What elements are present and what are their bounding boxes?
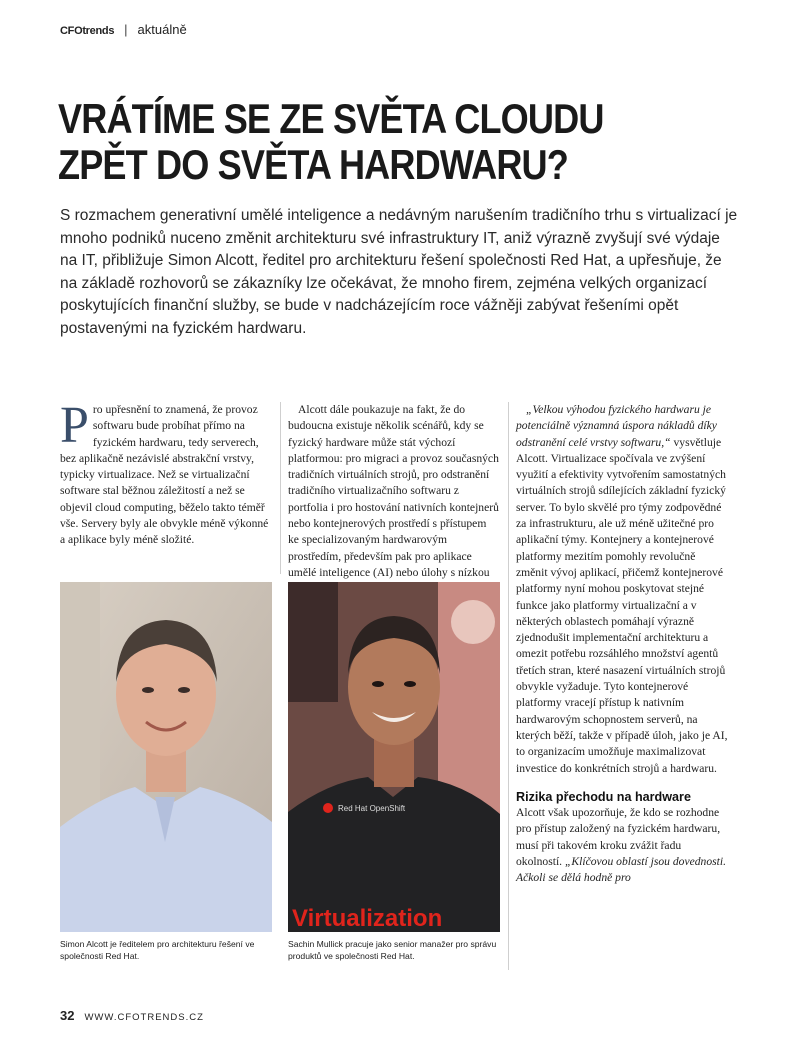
column-3 — [516, 402, 728, 977]
column-3-text-2: Alcott však upozorňuje, že kdo se rozhodne pro přístup založený na fyzickém hardwaru, musí při takovém kroku zvážit řadu okolností. — [516, 806, 721, 869]
page-header — [60, 22, 187, 37]
page-number: 32 — [60, 1008, 75, 1023]
quote-text: „Velkou výhodou fyzického hardwaru je potenciálně významná úspora nákladů díky odstranění celé vrstvy softwaru,“ — [516, 403, 717, 449]
photo-simon-alcott — [60, 582, 272, 932]
article-lead: S rozmachem generativní umělé inteligence a nedávným narušením tradičního trhu s virtualizací je mnoho podniků nuceno změnit architekturu své infrastruktury IT, aniž výrazně zvyšují své výdaje na IT, přibližuje Simon Alcott, ředitel pro architekturu řešení společnosti Red Hat, a upřesňuje, že na základě rozhovorů se zákazníky lze očekávat, že mnoho firem, zejména velkých organizací poskytujících finanční služby, se bude v nadcházejícím roce vážněji zabývat řešeními opět postavenými na fyzickém hardwaru. — [60, 207, 738, 337]
photo-1-caption: Simon Alcott je ředitelem pro architekturu řešení ve společnosti Red Hat. — [60, 939, 255, 961]
photo-sachin-mullick — [288, 582, 500, 932]
portrait-image-2 — [288, 582, 500, 932]
header-separator: | — [124, 22, 128, 37]
shirt-brand-text: Red Hat OpenShift — [338, 804, 406, 813]
column-2-text: Alcott dále poukazuje na fakt, že do budoucna existuje několik scénářů, kdy se fyzický hardware může stát výchozí platformou: pro migraci a provoz současných tradičních virtuálních strojů, pro odstranění tradičního virtualizačního softwaru z portfolia i pro hostování nativních kontejnerů nebo kontejnerových prostředí s přístupem ke specializovaným hardwarovým prostředím, především pak pro aplikace umělé inteligence (AI) nebo úlohy s nízkou — [288, 403, 499, 579]
shirt-text: Virtualization — [292, 905, 443, 932]
column-rule-1 — [280, 402, 281, 574]
column-3-italic-text: „Klíčovou oblastí jsou dovednosti. Ačkoli se dělá hodně pro — [516, 855, 726, 885]
title-line-2: ZPĚT DO SVĚTA HARDWARU? — [58, 141, 568, 188]
column-rule-2 — [508, 402, 509, 970]
footer-url[interactable]: WWW.CFOTRENDS.CZ — [84, 1012, 204, 1023]
column-1 — [60, 397, 272, 549]
column-1-text: ro upřesnění to znamená, že provoz softwaru bude probíhat přímo na fyzickém hardwaru, tedy serverech, bez aplikačně nezávislé abstrakční vrstvy, typicky virtualizace. Než se virtualizační software stal běžnou záležitostí a než se objevil cloud computing, běželo takto téměř vše. Servery byly ale obvykle méně výkonné a aplikace byly méně složité. — [60, 403, 269, 547]
column-3-paragraph — [516, 402, 728, 777]
article-title — [58, 96, 651, 188]
magazine-logo: CFOtrends — [60, 25, 115, 37]
column-2 — [288, 402, 500, 579]
portrait-image — [60, 582, 272, 932]
drop-cap: P — [60, 397, 89, 454]
subheading: Rizika přechodu na hardware — [516, 789, 691, 804]
column-3-text: vysvětluje Alcott. Virtualizace spočívala ve zvýšení využití a efektivity vytvořením samostatných virtuálních strojů sdílejících základní fyzický server. To bylo skvělé pro týmy zodpovědné za infrastrukturu, ale už méně užitečné pro aplikační týmy. Kontejnery a kontejnerové platformy mezitím pomohly revolučně změnit vývoj aplikací, přičemž kontejnerové platformy nyní mohou poskytovat stejné funkce jako platformy virtualizační a v některých oblastech pomáhají výrazně zjednodušit implementační architekturu a omezit potřebu rozsáhlého množství agentů třetích stran, které nasazení virtuálních strojů obvykle vyžaduje. Tyto kontejnerové platformy vracejí přístup k nativním hardwarovým schopnostem serverů, na kterých běží, takže v případě úloh, jako je AI, to organizacím umožňuje maximalizovat investice do konkrétních strojů a hardwaru. — [516, 435, 728, 775]
title-line-1: VRÁTÍME SE ZE SVĚTA CLOUDU — [58, 95, 604, 142]
page-footer — [60, 1008, 204, 1023]
photo-2-caption: Sachin Mullick pracuje jako senior manažer pro správu produktů ve společnosti Red Hat. — [288, 939, 497, 961]
section-label: aktuálně — [137, 22, 187, 37]
column-3-paragraph-2 — [516, 805, 728, 886]
